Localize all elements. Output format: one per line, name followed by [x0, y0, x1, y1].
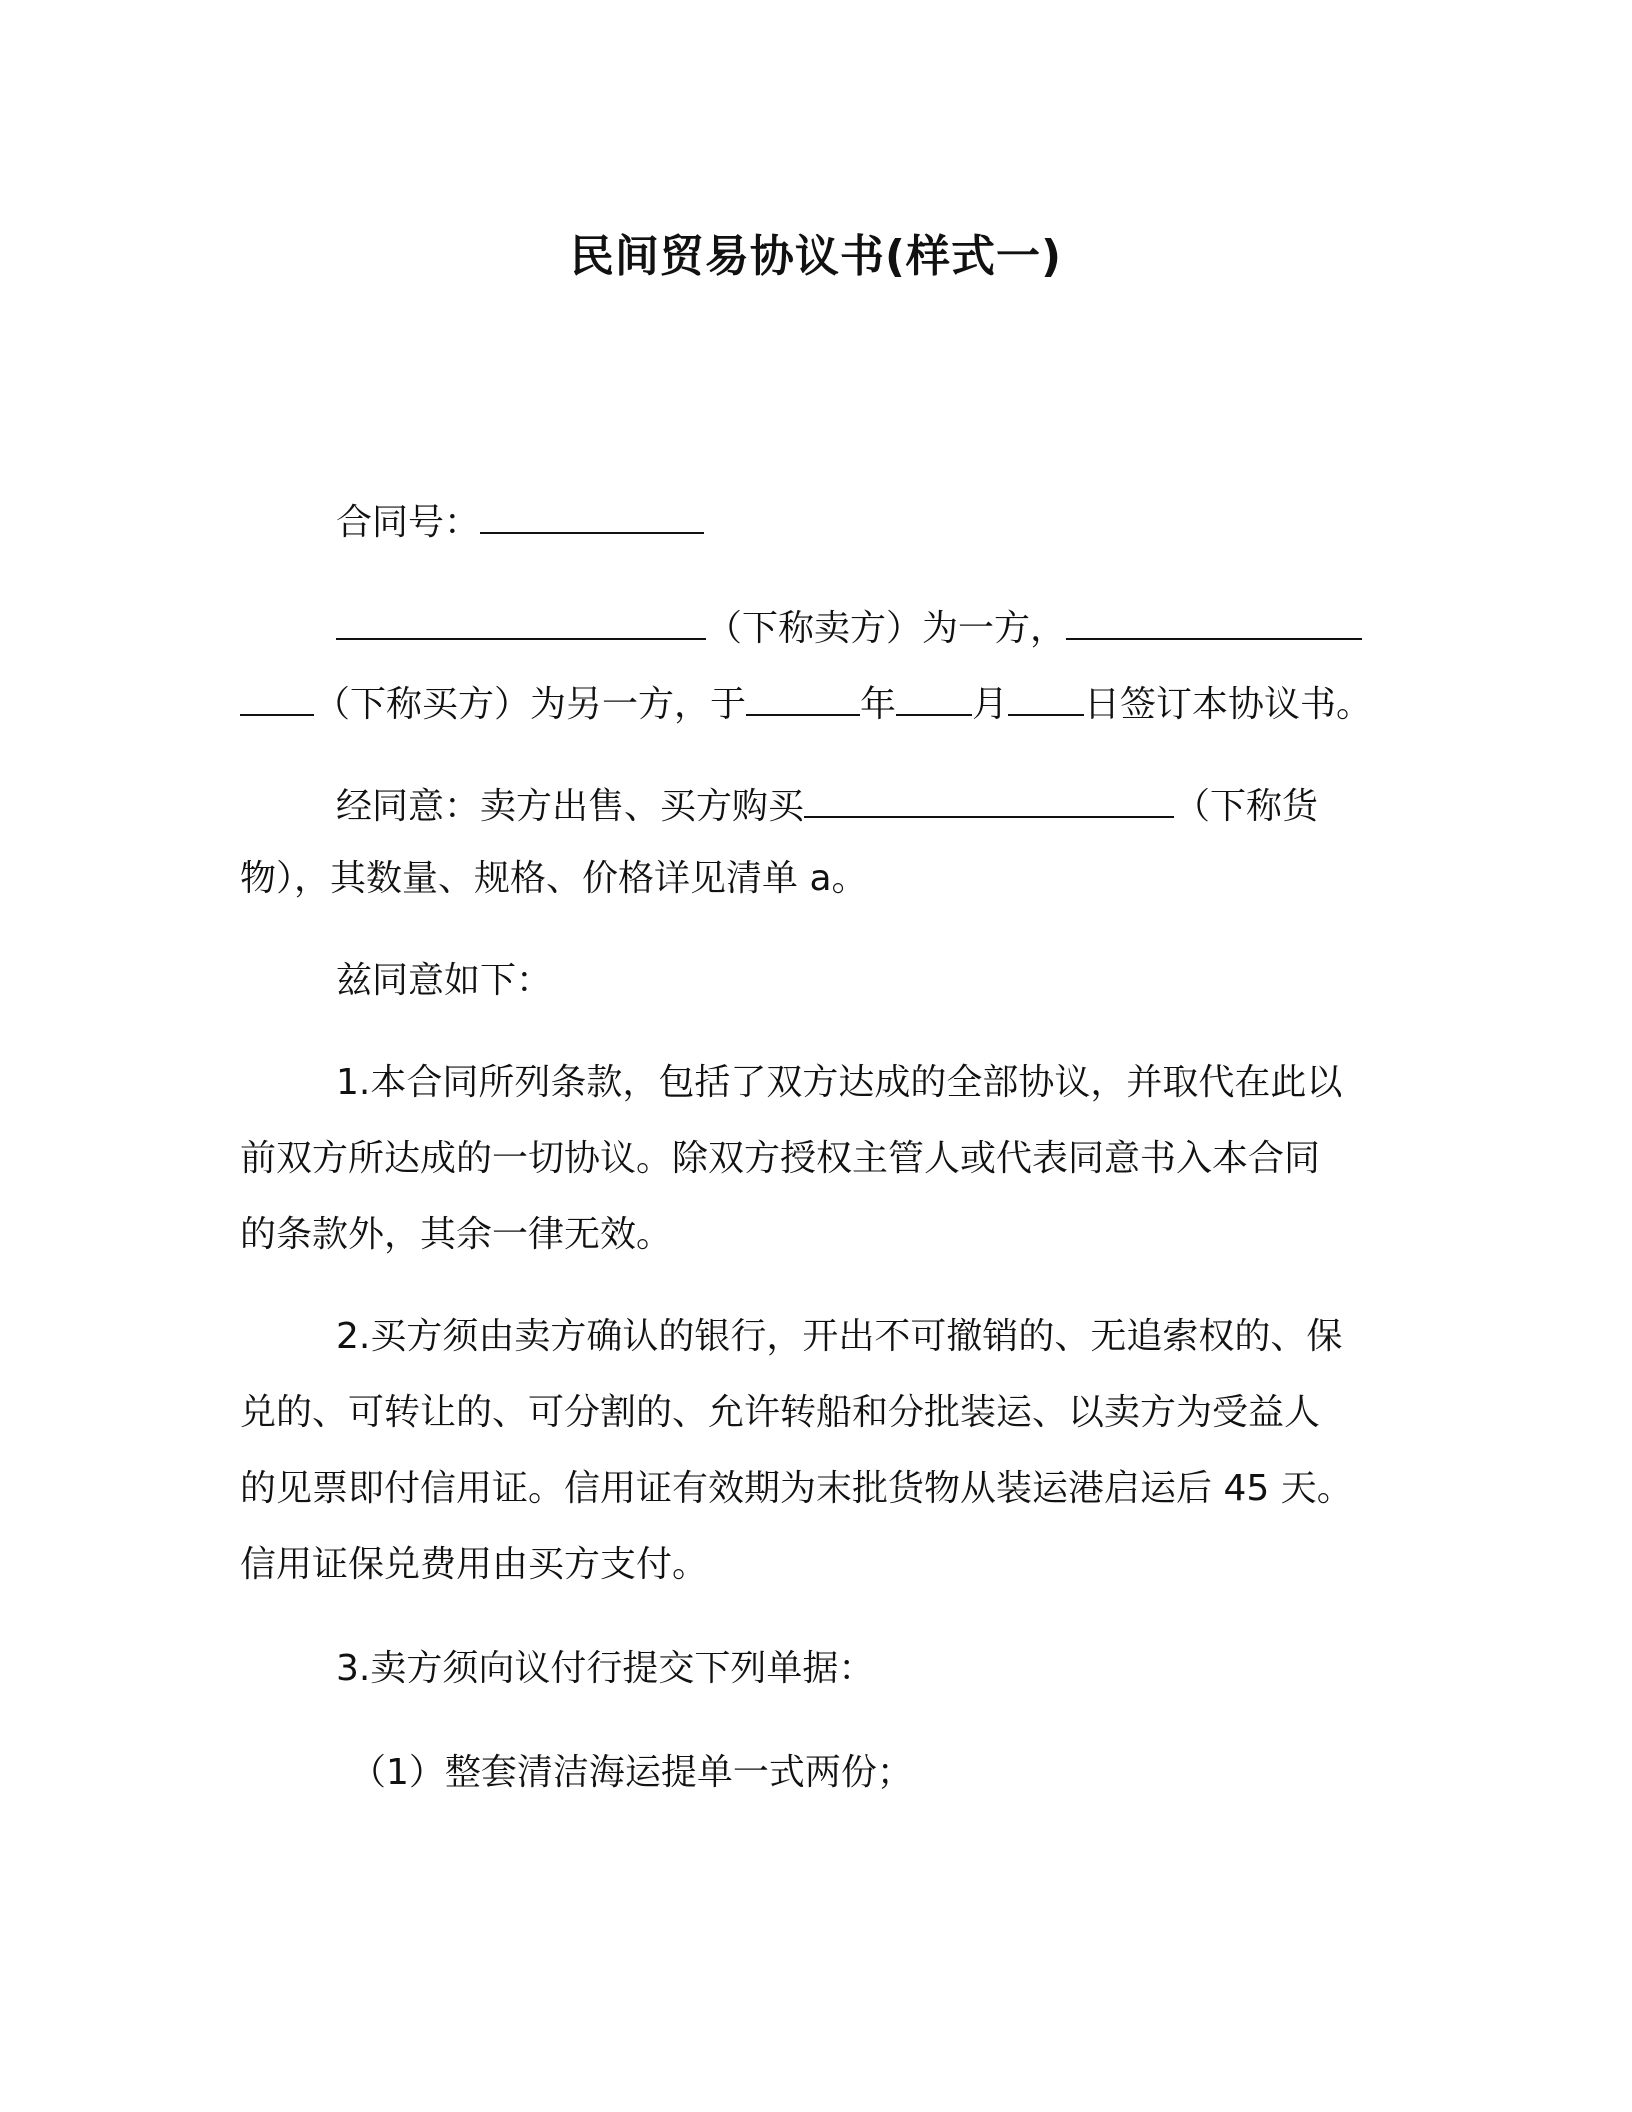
parties-line-2 [240, 676, 1392, 730]
year-blank [746, 676, 860, 716]
clause-2-line-3: 的见票即付信用证。信用证有效期为末批货物从装运港启运后 45 天。 [240, 1468, 1353, 1509]
clause-1-line-1: 1.本合同所列条款，包括了双方达成的全部协议，并取代在此以 [336, 1062, 1343, 1103]
clause-2-line-1: 2.买方须由卖方确认的银行，开出不可撤销的、无追索权的、保 [336, 1316, 1343, 1357]
buyer-label: （下称买方）为另一方，于 [314, 684, 747, 725]
buyer-name-blank [1066, 600, 1362, 640]
clause-1-line-3: 的条款外，其余一律无效。 [240, 1214, 673, 1255]
document-title: 民间贸易协议书(样式一) [569, 231, 1063, 282]
clause-3-item-1: （1）整套清洁海运提单一式两份； [350, 1752, 913, 1793]
goods-line-1 [336, 778, 1392, 832]
parties-line-1 [336, 600, 1392, 654]
contract-number-label: 合同号： [336, 502, 481, 543]
clause-3-heading: 3.卖方须向议付行提交下列单据： [336, 1648, 875, 1689]
clause-2-line-4: 信用证保兑费用由买方支付。 [240, 1544, 709, 1585]
goods-label: （下称货 [1174, 786, 1319, 827]
goods-name-blank [804, 778, 1174, 818]
seller-label: （下称卖方）为一方， [706, 608, 1067, 649]
goods-intro: 经同意：卖方出售、买方购买 [336, 786, 805, 827]
day-blank [1008, 676, 1084, 716]
buyer-name-blank-cont [240, 676, 314, 716]
month-blank [896, 676, 972, 716]
goods-line-2: 物），其数量、规格、价格详见清单 a。 [240, 858, 868, 899]
clause-2-line-2: 兑的、可转让的、可分割的、允许转船和分批装运、以卖方为受益人 [240, 1392, 1321, 1433]
contract-number-line [336, 494, 1392, 548]
seller-name-blank [336, 600, 706, 640]
contract-number-blank [480, 494, 704, 534]
year-label: 年 [860, 684, 897, 725]
agree-heading: 兹同意如下： [336, 960, 553, 1001]
day-sign-label: 日签订本协议书。 [1084, 684, 1373, 725]
clause-1-line-2: 前双方所达成的一切协议。除双方授权主管人或代表同意书入本合同 [240, 1138, 1321, 1179]
month-label: 月 [972, 684, 1009, 725]
